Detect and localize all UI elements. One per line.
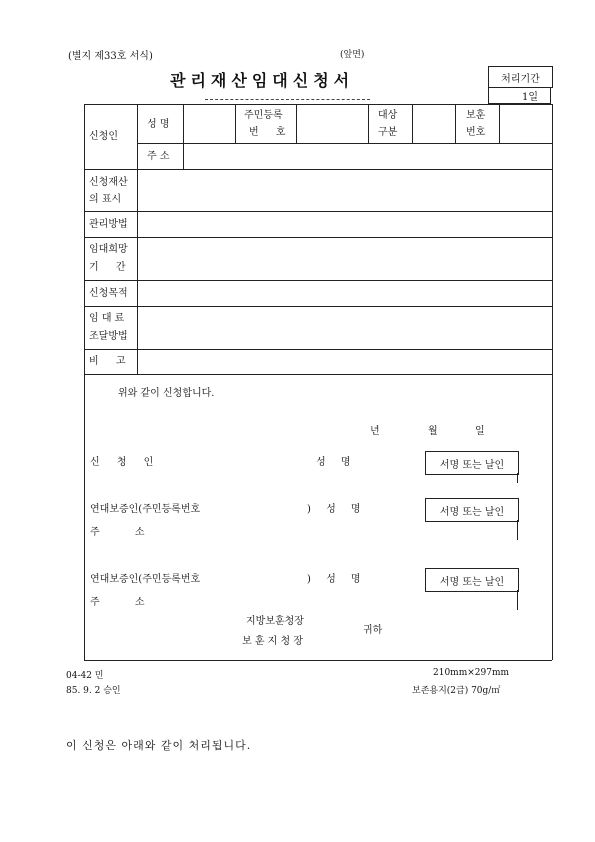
recipient-regional-office: 지방보훈청장 (246, 616, 304, 627)
name-label: 성 명 (147, 119, 170, 130)
processing-period-label: 처리기간 (488, 66, 553, 88)
veteran-number-label-1: 보훈 (466, 110, 486, 121)
management-method-label: 관리방법 (89, 219, 128, 230)
guarantor-2-label: 연대보증인(주민등록번호 (90, 574, 201, 585)
target-type-label-1: 대상 (378, 110, 398, 121)
target-type-label-2: 구분 (378, 127, 398, 138)
guarantor-1-signature-box: 서명 또는 날인 (425, 498, 519, 522)
property-label-2: 의 표시 (89, 194, 122, 205)
guarantor-1-label: 연대보증인(주민등록번호 (90, 504, 201, 515)
processing-period-value: 1일 (488, 87, 551, 104)
form-code: 04-42 민 (66, 671, 104, 681)
veteran-number-label-2: 번호 (466, 127, 486, 138)
page-side-label: (앞면) (340, 50, 365, 60)
id-number-label-1: 주민등록 (244, 110, 283, 121)
recipient-honorific: 귀하 (363, 625, 383, 636)
paper-spec: 보존용지(2급) 70g/㎡ (412, 686, 501, 696)
id-number-label-2: 번 호 (249, 127, 293, 138)
title-underline (205, 99, 370, 100)
guarantor-1-name-label: ) 성 명 (307, 504, 361, 515)
guarantor-1-address-label: 주 소 (90, 527, 145, 538)
recipient-branch-office: 보 훈 지 청 장 (242, 636, 304, 647)
date-year-label: 년 (370, 426, 380, 437)
purpose-label: 신청목적 (89, 288, 128, 299)
property-label-1: 신청재산 (89, 177, 128, 188)
declaration-applicant-label: 신 청 인 (90, 457, 161, 468)
guarantor-2-address-label: 주 소 (90, 597, 145, 608)
rent-fee-label-1: 임 대 료 (89, 313, 125, 324)
processing-notice: 이 신청은 아래와 같이 처리됩니다. (66, 739, 252, 752)
date-month-label: 월 (428, 426, 438, 437)
lease-period-label-1: 임대희망 (89, 244, 128, 255)
form-title: 관리재산임대신청서 (170, 71, 355, 90)
date-day-label: 일 (475, 426, 485, 437)
lease-period-label-2: 기 간 (89, 262, 133, 273)
rent-fee-label-2: 조달방법 (89, 331, 128, 342)
remarks-label: 비 고 (89, 356, 133, 367)
applicant-label: 신청인 (89, 131, 118, 142)
declaration-name-label: 성 명 (316, 457, 351, 468)
address-label: 주 소 (147, 151, 170, 162)
guarantor-2-name-label: ) 성 명 (307, 574, 361, 585)
approval-date: 85. 9. 2 승인 (66, 686, 121, 696)
applicant-signature-box: 서명 또는 날인 (425, 451, 519, 475)
declaration-statement: 위와 같이 신청합니다. (118, 388, 215, 399)
paper-size: 210mm×297mm (433, 668, 510, 678)
guarantor-2-signature-box: 서명 또는 날인 (425, 568, 519, 592)
form-reference: (별지 제33호 서식) (68, 51, 153, 62)
